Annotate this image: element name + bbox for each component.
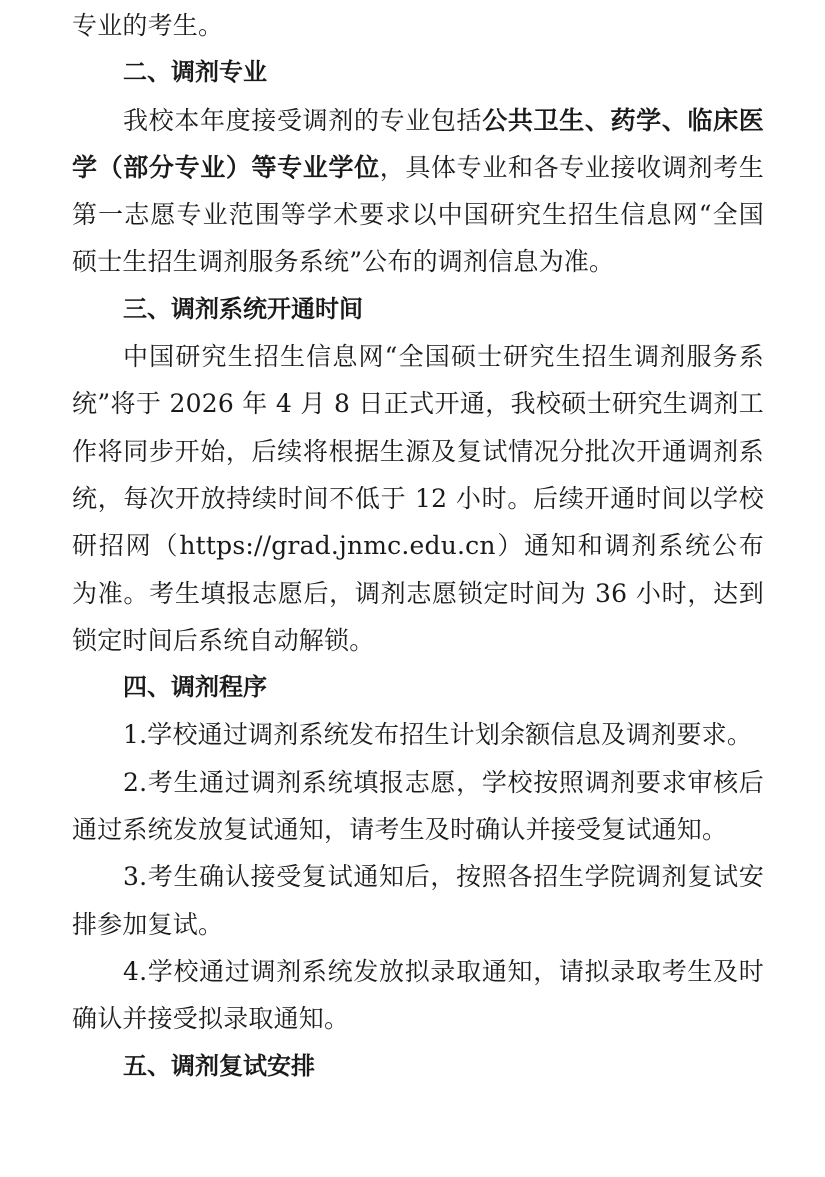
document-page <box>72 0 764 1090</box>
section-3-paragraph: 中国研究生招生信息网“全国硕士研究生招生调剂服务系统”将于 2026 年 4 月 8 日正式开通，我校硕士研究生调剂工作将同步开始，后续将根据生源及复试情况分批次开通调剂系统，每次开放持续时间不低于 12 小时。后续开通时间以学校研招网（https://grad.jnmc.edu.cn）通知和调剂系统公布为准。考生填报志愿后，调剂志愿锁定时间为 36 小时，达到锁定时间后系统自动解锁。 <box>72 342 764 655</box>
section-2-bold-text: 公共卫生、药学、临床医学（部分专业）等专业学位 <box>72 105 764 182</box>
procedure-item-1: 1.学校通过调剂系统发布招生计划余额信息及调剂要求。 <box>123 720 753 750</box>
section-2-text-a: 我校本年度接受调剂的专业包括 <box>123 105 483 135</box>
section-2-heading: 二、调剂专业 <box>123 58 267 87</box>
section-5-heading: 五、调剂复试安排 <box>123 1051 315 1080</box>
section-4-heading: 四、调剂程序 <box>123 673 267 702</box>
section-3-heading: 三、调剂系统开通时间 <box>123 294 363 323</box>
intro-tail-paragraph: 专业的考生。 <box>72 11 224 40</box>
procedure-item-2: 2.考生通过调剂系统填报志愿，学校按照调剂要求审核后通过系统发放复试通知，请考生及时确认并接受复试通知。 <box>72 767 764 845</box>
procedure-item-3: 3.考生确认接受复试通知后，按照各招生学院调剂复试安排参加复试。 <box>72 862 764 939</box>
section-2-paragraph <box>72 97 764 286</box>
procedure-item-4: 4.学校通过调剂系统发放拟录取通知，请拟录取考生及时确认并接受拟录取通知。 <box>72 956 764 1034</box>
section-2-text-c: ，具体专业和各专业接收调剂考生第一志愿专业范围等学术要求以中国研究生招生信息网“全国硕士生招生调剂服务系统”公布的调剂信息为准。 <box>72 152 764 277</box>
